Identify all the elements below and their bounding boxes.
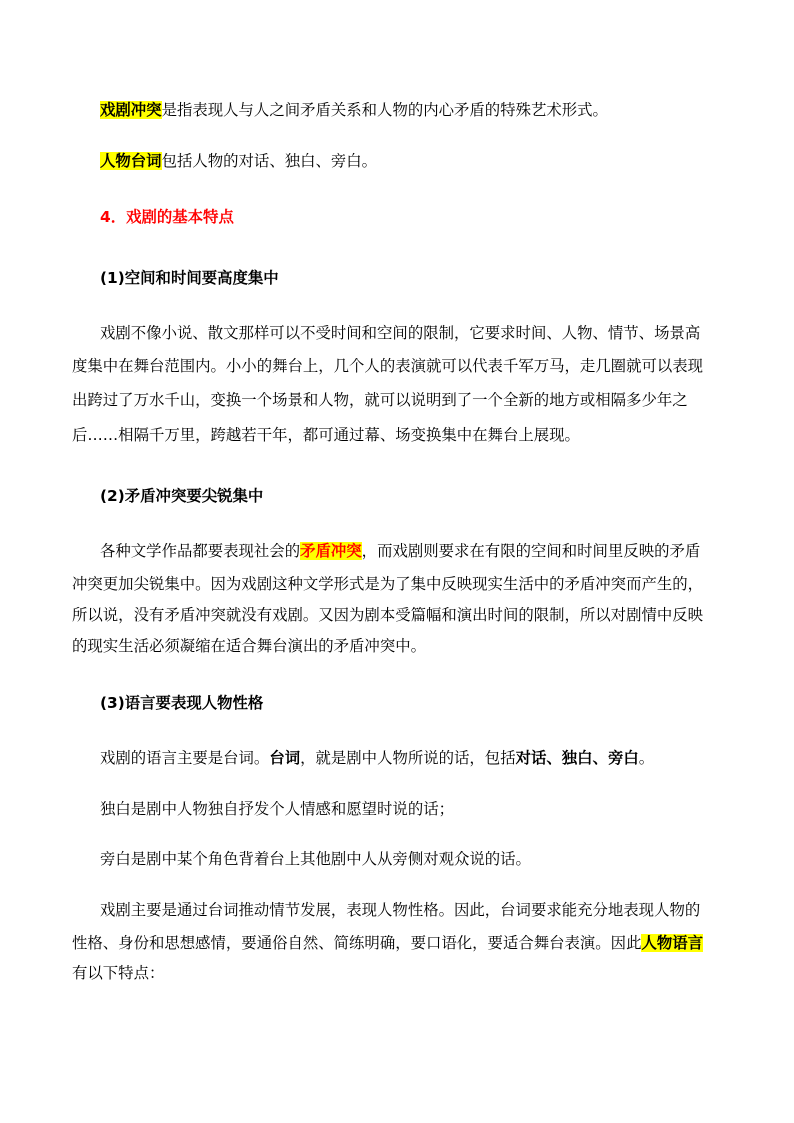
text: 包括人物的对话、独白、旁白。 <box>161 152 378 170</box>
paragraph-line: 出跨过了万水千山，变换一个场景和人物，就可以说明到了一个全新的地方或相隔多少年之 <box>72 391 688 409</box>
text: ，就是剧中人物所说的话，包括 <box>300 749 516 767</box>
subsection-heading-1: (1)空间和时间要高度集中 <box>100 269 279 287</box>
paragraph-character-lines-definition <box>100 151 377 171</box>
highlighted-term: 人物语言 <box>641 934 704 952</box>
text: 性格、身份和思想感情，要通俗自然、简练明确，要口语化，要适合舞台表演。因此 <box>72 934 642 952</box>
highlighted-term: 人物台词 <box>100 152 162 170</box>
highlighted-term: 戏剧冲突 <box>100 101 162 119</box>
paragraph-line: 后……相隔千万里，跨越若干年，都可通过幕、场变换集中在舞台上展现。 <box>72 426 580 444</box>
text: 戏剧的语言主要是台词。 <box>100 749 270 767</box>
paragraph-line <box>100 541 700 561</box>
paragraph-line: 的现实生活必须凝缩在适合舞台演出的矛盾冲突中。 <box>72 637 426 655</box>
paragraph-line <box>100 748 654 768</box>
text: 。 <box>638 749 655 767</box>
subsection-heading-3: (3)语言要表现人物性格 <box>100 694 264 712</box>
text: 各种文学作品都要表现社会的 <box>100 542 301 560</box>
paragraph-line: 独白是剧中人物独自抒发个人情感和愿望时说的话； <box>100 800 454 818</box>
text: ，而戏剧则要求在有限的空间和时间里反映的矛盾 <box>361 542 701 560</box>
section-heading: 4．戏剧的基本特点 <box>100 208 234 226</box>
paragraph-line: 所以说，没有矛盾冲突就没有戏剧。又因为剧本受篇幅和演出时间的限制，所以对剧情中反映 <box>72 606 704 624</box>
bold-term: 台词 <box>269 749 301 767</box>
highlighted-term: 矛盾冲突 <box>300 542 362 560</box>
subsection-heading-2: (2)矛盾冲突要尖锐集中 <box>100 487 264 505</box>
paragraph-line: 度集中在舞台范围内。小小的舞台上，几个人的表演就可以代表千军万马，走几圈就可以表现 <box>72 357 704 375</box>
bold-term-list: 对话、独白、旁白 <box>515 749 639 767</box>
paragraph-line: 旁白是剧中某个角色背着台上其他剧中人从旁侧对观众说的话。 <box>100 850 531 868</box>
paragraph-line: 有以下特点： <box>72 964 165 982</box>
paragraph-line <box>72 933 703 953</box>
text: 是指表现人与人之间矛盾关系和人物的内心矛盾的特殊艺术形式。 <box>161 101 608 119</box>
paragraph-line: 戏剧主要是通过台词推动情节发展，表现人物性格。因此，台词要求能充分地表现人物的 <box>100 901 701 919</box>
paragraph-line: 戏剧不像小说、散文那样可以不受时间和空间的限制，它要求时间、人物、情节、场景高 <box>100 324 701 342</box>
paragraph-line: 冲突更加尖锐集中。因为戏剧这种文学形式是为了集中反映现实生活中的矛盾冲突而产生的， <box>72 575 704 593</box>
paragraph-drama-conflict-definition <box>100 100 608 120</box>
